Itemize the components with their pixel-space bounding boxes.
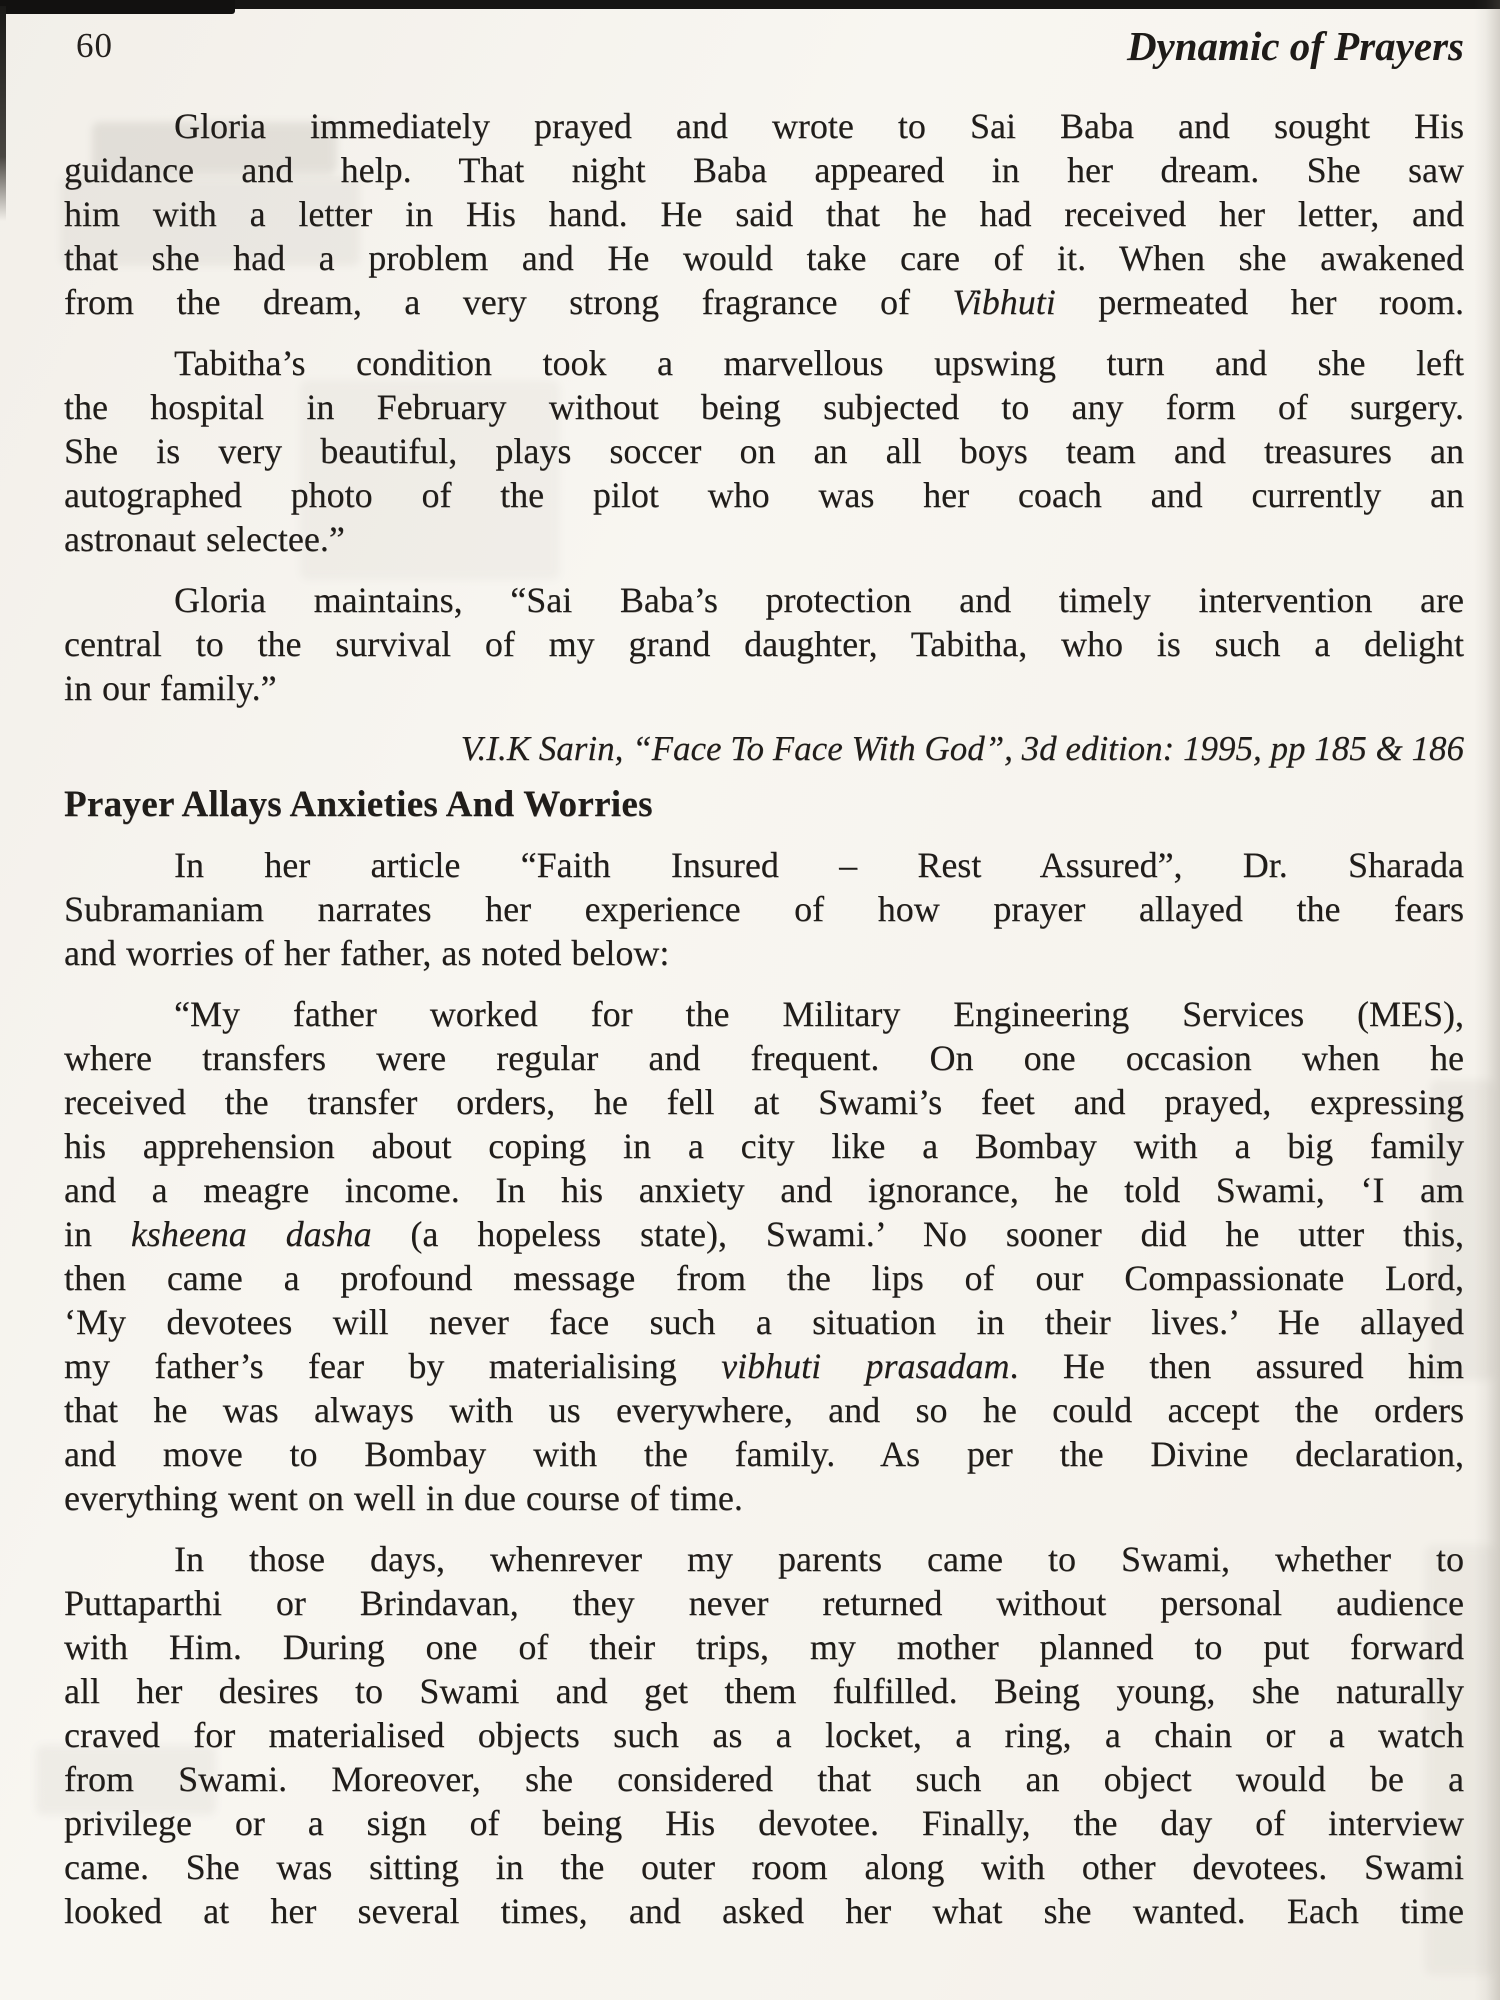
text-line: In her article “Faith Insured – Rest Assured”, Dr. Sharada	[174, 845, 1464, 885]
source-citation: V.I.K Sarin, “Face To Face With God”, 3d edition: 1995, pp 185 & 186	[460, 729, 1464, 768]
text-line: then came a profound message from the lips of our Compassionate Lord,	[64, 1258, 1464, 1298]
text-line: astronaut selectee.”	[64, 519, 345, 559]
text-line: looked at her several times, and asked her what she wanted. Each time	[64, 1891, 1464, 1931]
text-line: She is very beautiful, plays soccer on an all boys team and treasures an	[64, 431, 1464, 471]
text-line: Subramaniam narrates her experience of how prayer allayed the fears	[64, 889, 1464, 929]
text-line: Tabitha’s condition took a marvellous upswing turn and she left	[174, 343, 1464, 383]
text-line: and worries of her father, as noted below:	[64, 933, 670, 973]
text-line: him with a letter in His hand. He said that he had received her letter, and	[64, 194, 1464, 234]
paragraph	[64, 341, 1464, 561]
page-curl-shadow	[1474, 0, 1500, 2000]
paragraph	[64, 843, 1464, 975]
text-line: his apprehension about coping in a city like a Bombay with a big family	[64, 1126, 1464, 1166]
text-line: guidance and help. That night Baba appeared in her dream. She saw	[64, 150, 1464, 190]
text-line: autographed photo of the pilot who was her coach and currently an	[64, 475, 1464, 515]
text-line: that she had a problem and He would take care of it. When she awakened	[64, 238, 1464, 278]
text-line: came. She was sitting in the outer room along with other devotees. Swami	[64, 1847, 1464, 1887]
text-line: craved for materialised objects such as a locket, a ring, a chain or a watch	[64, 1715, 1464, 1755]
paragraph	[64, 104, 1464, 324]
text-line: privilege or a sign of being His devotee. Finally, the day of interview	[64, 1803, 1464, 1843]
text-line: everything went on well in due course of time.	[64, 1478, 743, 1518]
text-line: Puttaparthi or Brindavan, they never returned without personal audience	[64, 1583, 1464, 1623]
text-line: from the dream, a very strong fragrance of Vibhuti permeated her room.	[64, 282, 1464, 322]
page-number: 60	[76, 26, 113, 65]
text-line: Gloria immediately prayed and wrote to Sai Baba and sought His	[174, 106, 1464, 146]
text-line: where transfers were regular and frequent. On one occasion when he	[64, 1038, 1464, 1078]
page-body	[64, 104, 1464, 1950]
text-line: Gloria maintains, “Sai Baba’s protection and timely intervention are	[174, 580, 1464, 620]
scan-left-edge	[0, 6, 6, 221]
running-title: Dynamic of Prayers	[1126, 23, 1464, 69]
scan-top-edge-corner	[0, 0, 235, 14]
text-line: from Swami. Moreover, she considered that such an object would be a	[64, 1759, 1464, 1799]
text-line: that he was always with us everywhere, and so he could accept the orders	[64, 1390, 1464, 1430]
text-line: and move to Bombay with the family. As per the Divine declaration,	[64, 1434, 1464, 1474]
paragraph	[64, 1537, 1464, 1933]
text-line: In those days, whenrever my parents came to Swami, whether to	[174, 1539, 1464, 1579]
text-line: central to the survival of my grand daughter, Tabitha, who is such a delight	[64, 624, 1464, 664]
text-line: received the transfer orders, he fell at Swami’s feet and prayed, expressing	[64, 1082, 1464, 1122]
text-line: my father’s fear by materialising vibhuti prasadam. He then assured him	[64, 1346, 1464, 1386]
text-line: ‘My devotees will never face such a situation in their lives.’ He allayed	[64, 1302, 1464, 1342]
text-line: the hospital in February without being subjected to any form of surgery.	[64, 387, 1464, 427]
text-line: with Him. During one of their trips, my mother planned to put forward	[64, 1627, 1464, 1667]
paragraph	[64, 578, 1464, 710]
paragraph	[64, 992, 1464, 1520]
text-line: “My father worked for the Military Engineering Services (MES),	[174, 994, 1464, 1034]
section-heading: Prayer Allays Anxieties And Worries	[64, 784, 653, 825]
text-line: in ksheena dasha (a hopeless state), Swami.’ No sooner did he utter this,	[64, 1214, 1464, 1254]
text-line: and a meagre income. In his anxiety and ignorance, he told Swami, ‘I am	[64, 1170, 1464, 1210]
text-line: in our family.”	[64, 668, 277, 708]
text-line: all her desires to Swami and get them fulfilled. Being young, she naturally	[64, 1671, 1464, 1711]
